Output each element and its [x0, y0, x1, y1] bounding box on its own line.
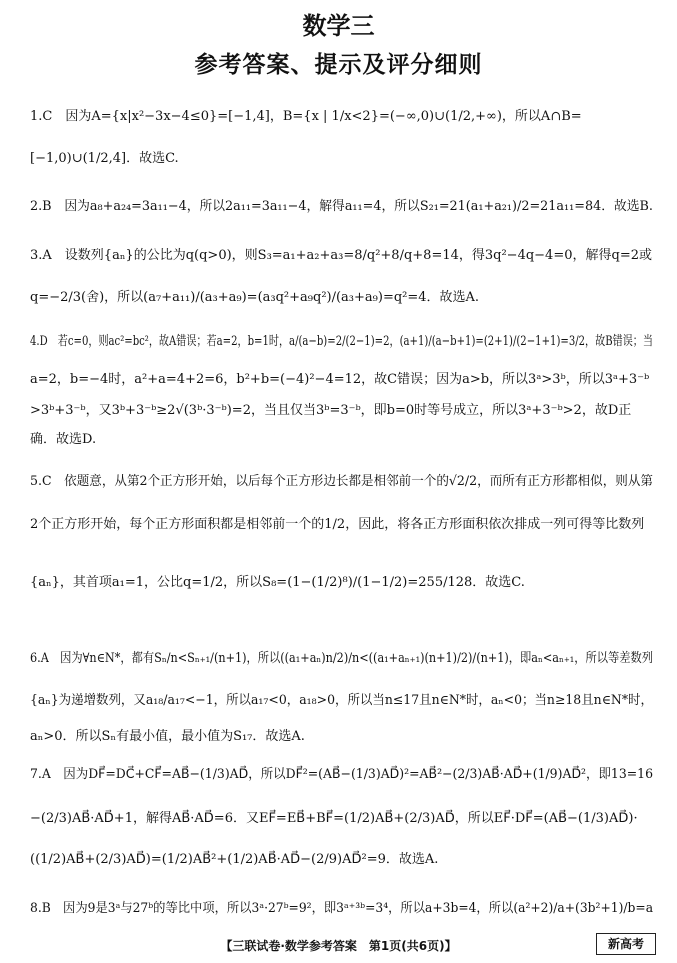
page-subtitle: 参考答案、提示及评分细则 — [194, 52, 483, 78]
page-title: 数学三 — [302, 12, 375, 40]
page-footer: 【三联试卷·数学参考答案 第1页(共6页)】 — [220, 939, 457, 953]
edition-badge: 新高考 — [596, 933, 656, 955]
